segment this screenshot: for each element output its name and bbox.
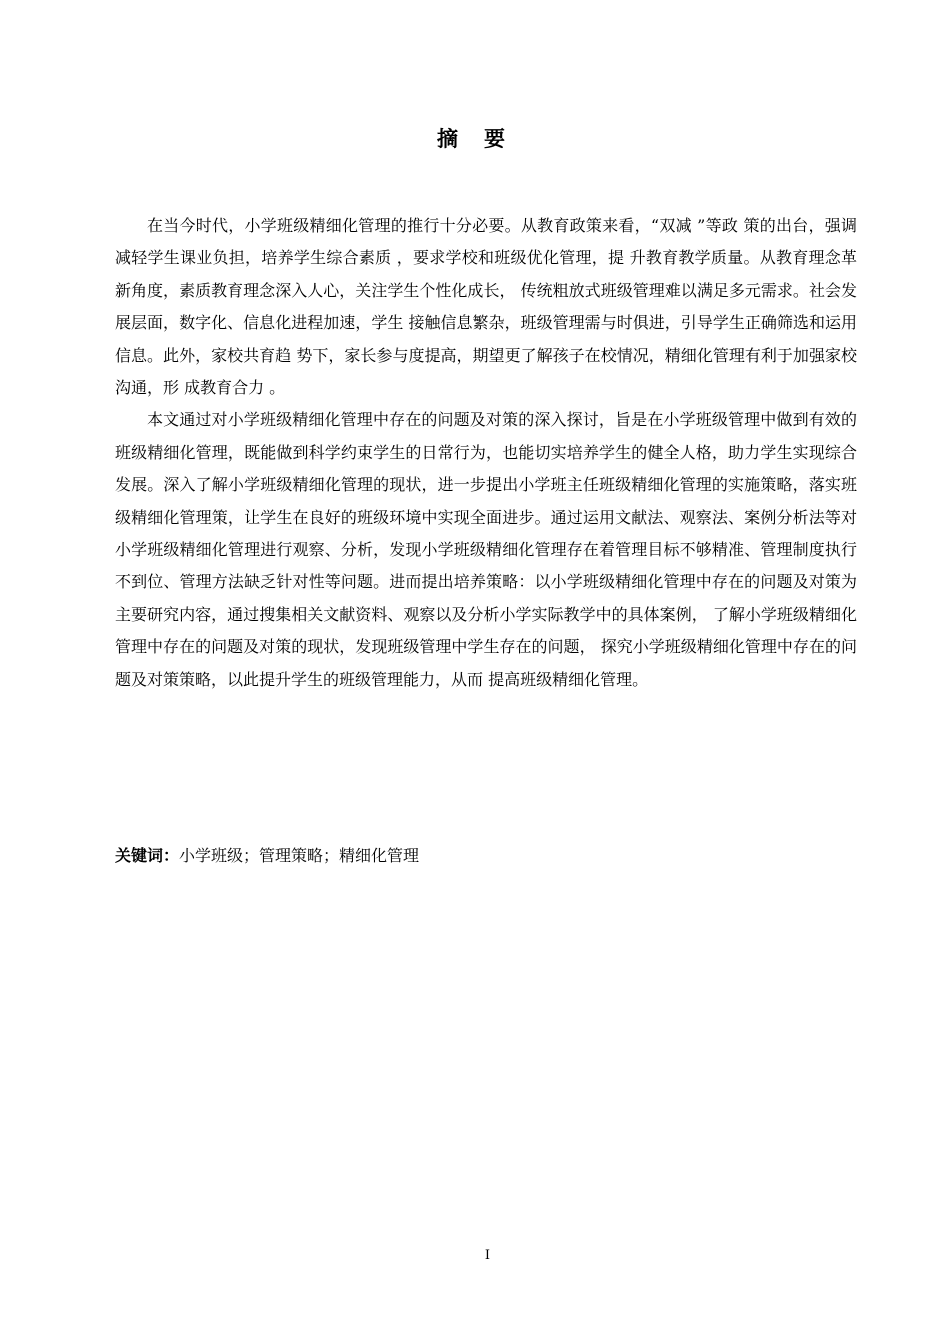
keywords-line xyxy=(115,840,857,872)
abstract-body xyxy=(115,210,857,696)
abstract-paragraph-2: 本文通过对小学班级精细化管理中存在的问题及对策的深入探讨，旨是在小学班级管理中做到有效的班级精细化管理，既能做到科学约束学生的日常行为，也能切实培养学生的健全人格，助力学生实现综合发展。深入了解小学班级精细化管理的现状，进一步提出小学班主任班级精细化管理的实施策略，落实班级精细化管理策，让学生在良好的班级环境中实现全面进步。通过运用文献法、观察法、案例分析法等对小学班级精细化管理进行观察、分析，发现小学班级精细化管理存在着管理目标不够精准、管理制度执行不到位、管理方法缺乏针对性等问题。进而提出培养策略：以小学班级精细化管理中存在的问题及对策为主要研究内容，通过搜集相关文献资料、观察以及分析小学实际教学中的具体案例， 了解小学班级精细化管理中存在的问题及对策的现状，发现班级管理中学生存在的问题， 探究小学班级精细化管理中存在的问题及对策策略，以此提升学生的班级管理能力，从而 提高班级精细化管理。 xyxy=(115,410,857,689)
page-title: 摘要 xyxy=(437,127,531,151)
page-number: I xyxy=(484,1248,491,1263)
keywords-label: 关键词： xyxy=(115,846,180,865)
abstract-paragraph-1: 在当今时代，小学班级精细化管理的推行十分必要。从教育政策来看，“双减 ”等政 策的出台，强调减轻学生课业负担，培养学生综合素质 ，要求学校和班级优化管理，提 升教育教学质量。从教育理念革新角度，素质教育理念深入人心，关注学生个性化成长， 传统粗放式班级管理难以满足多元需求。社会发展层面，数字化、信息化进程加速，学生 接触信息繁杂，班级管理需与时俱进，引导学生正确筛选和运用信息。此外，家校共育趋 势下，家长参与度提高，期望更了解孩子在校情况，精细化管理有利于加强家校沟通，形 成教育合力 。 xyxy=(115,216,857,398)
keywords-value: 小学班级；管理策略；精细化管理 xyxy=(179,846,420,865)
